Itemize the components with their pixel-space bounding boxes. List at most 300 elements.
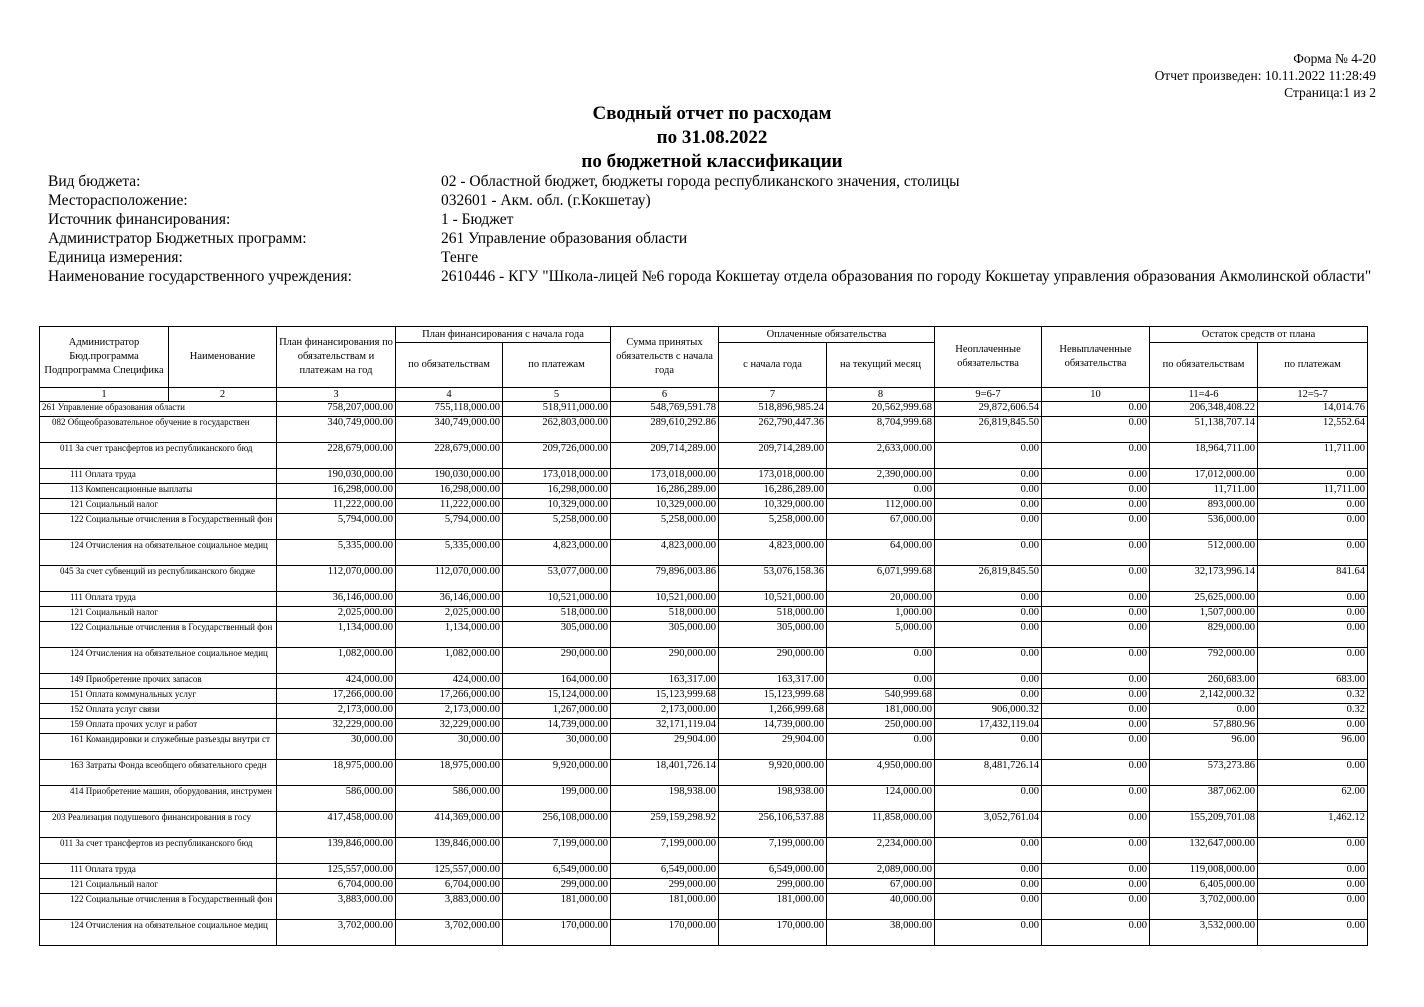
column-index: 1 bbox=[40, 388, 169, 402]
row-value: 0.00 bbox=[1042, 734, 1150, 760]
row-value: 2,173,000.00 bbox=[611, 704, 719, 719]
row-value: 0.00 bbox=[1258, 592, 1368, 607]
info-label: Единица измерения: bbox=[48, 249, 183, 266]
row-value: 32,171,119.04 bbox=[611, 719, 719, 734]
row-name: 163 Затраты Фонда всеобщего обязательного средн bbox=[40, 760, 277, 786]
info-label: Источник финансирования: bbox=[48, 211, 231, 228]
row-value: 0.00 bbox=[935, 514, 1042, 540]
table-row bbox=[40, 879, 1368, 894]
table-row bbox=[40, 689, 1368, 704]
row-value: 32,229,000.00 bbox=[277, 719, 396, 734]
row-value: 30,000.00 bbox=[277, 734, 396, 760]
row-value: 0.00 bbox=[827, 648, 935, 674]
row-value: 26,819,845.50 bbox=[935, 417, 1042, 443]
info-value: 1 - Бюджет bbox=[441, 211, 514, 228]
row-value: 209,714,289.00 bbox=[611, 443, 719, 469]
row-value: 1,462.12 bbox=[1258, 812, 1368, 838]
row-value: 125,557,000.00 bbox=[277, 864, 396, 879]
row-name: 111 Оплата труда bbox=[40, 469, 277, 484]
table-row bbox=[40, 760, 1368, 786]
row-value: 299,000.00 bbox=[611, 879, 719, 894]
row-name: 161 Командировки и служебные разъезды внутри ст bbox=[40, 734, 277, 760]
row-value: 0.00 bbox=[1042, 719, 1150, 734]
row-value: 0.00 bbox=[1258, 607, 1368, 622]
row-value: 0.00 bbox=[1042, 540, 1150, 566]
row-name: 082 Общеобразовательное обучение в государствен bbox=[40, 417, 277, 443]
row-value: 1,267,000.00 bbox=[503, 704, 611, 719]
row-value: 14,014.76 bbox=[1258, 402, 1368, 417]
row-value: 289,610,292.86 bbox=[611, 417, 719, 443]
row-value: 5,258,000.00 bbox=[611, 514, 719, 540]
row-value: 15,124,000.00 bbox=[503, 689, 611, 704]
row-value: 0.00 bbox=[935, 674, 1042, 689]
row-value: 1,082,000.00 bbox=[396, 648, 503, 674]
table-row bbox=[40, 648, 1368, 674]
row-value: 164,000.00 bbox=[503, 674, 611, 689]
table-row bbox=[40, 514, 1368, 540]
header-remain: Остаток средств от плана bbox=[1150, 327, 1368, 343]
row-value: 250,000.00 bbox=[827, 719, 935, 734]
row-value: 0.00 bbox=[1042, 484, 1150, 499]
row-value: 290,000.00 bbox=[719, 648, 827, 674]
row-value: 0.00 bbox=[1042, 879, 1150, 894]
row-value: 0.00 bbox=[1042, 417, 1150, 443]
row-value: 387,062.00 bbox=[1150, 786, 1258, 812]
row-value: 10,329,000.00 bbox=[611, 499, 719, 514]
row-value: 0.00 bbox=[935, 894, 1042, 920]
row-value: 5,258,000.00 bbox=[719, 514, 827, 540]
row-value: 11,711.00 bbox=[1258, 443, 1368, 469]
row-value: 0.00 bbox=[1042, 760, 1150, 786]
row-value: 18,975,000.00 bbox=[396, 760, 503, 786]
form-number: Форма № 4-20 bbox=[1293, 51, 1376, 66]
row-value: 67,000.00 bbox=[827, 514, 935, 540]
row-value: 11,222,000.00 bbox=[396, 499, 503, 514]
row-value: 26,819,845.50 bbox=[935, 566, 1042, 592]
row-value: 340,749,000.00 bbox=[396, 417, 503, 443]
row-value: 1,134,000.00 bbox=[277, 622, 396, 648]
row-value: 4,950,000.00 bbox=[827, 760, 935, 786]
row-value: 0.00 bbox=[1258, 514, 1368, 540]
row-value: 5,000.00 bbox=[827, 622, 935, 648]
row-value: 17,012,000.00 bbox=[1150, 469, 1258, 484]
info-label: Месторасположение: bbox=[48, 192, 188, 209]
row-value: 163,317.00 bbox=[719, 674, 827, 689]
row-value: 51,138,707.14 bbox=[1150, 417, 1258, 443]
row-value: 181,000.00 bbox=[827, 704, 935, 719]
row-value: 0.00 bbox=[935, 607, 1042, 622]
row-value: 198,938.00 bbox=[719, 786, 827, 812]
row-value: 518,911,000.00 bbox=[503, 402, 611, 417]
row-value: 36,146,000.00 bbox=[277, 592, 396, 607]
table-row bbox=[40, 719, 1368, 734]
row-value: 0.00 bbox=[1042, 894, 1150, 920]
row-name: 122 Социальные отчисления в Государственный фон bbox=[40, 622, 277, 648]
row-value: 112,000.00 bbox=[827, 499, 935, 514]
row-name: 151 Оплата коммунальных услуг bbox=[40, 689, 277, 704]
column-index: 7 bbox=[719, 388, 827, 402]
row-value: 8,704,999.68 bbox=[827, 417, 935, 443]
row-value: 3,883,000.00 bbox=[396, 894, 503, 920]
table-row bbox=[40, 622, 1368, 648]
row-value: 518,000.00 bbox=[719, 607, 827, 622]
row-value: 2,173,000.00 bbox=[277, 704, 396, 719]
row-value: 0.00 bbox=[1042, 838, 1150, 864]
row-value: 0.00 bbox=[935, 484, 1042, 499]
row-value: 0.00 bbox=[1042, 648, 1150, 674]
row-value: 10,521,000.00 bbox=[611, 592, 719, 607]
row-value: 0.00 bbox=[1042, 402, 1150, 417]
row-value: 6,549,000.00 bbox=[611, 864, 719, 879]
column-index: 9=6-7 bbox=[935, 388, 1042, 402]
info-label: Вид бюджета: bbox=[48, 173, 141, 190]
row-value: 6,549,000.00 bbox=[503, 864, 611, 879]
title-line-2: по 31.08.2022 bbox=[656, 127, 768, 148]
row-value: 0.00 bbox=[935, 734, 1042, 760]
column-index: 8 bbox=[827, 388, 935, 402]
table-row bbox=[40, 402, 1368, 417]
row-value: 548,769,591.78 bbox=[611, 402, 719, 417]
row-value: 424,000.00 bbox=[277, 674, 396, 689]
row-name: 111 Оплата труда bbox=[40, 592, 277, 607]
info-row-administrator bbox=[48, 229, 1378, 248]
row-value: 0.00 bbox=[935, 622, 1042, 648]
row-value: 17,266,000.00 bbox=[396, 689, 503, 704]
table-body bbox=[40, 402, 1368, 946]
row-value: 181,000.00 bbox=[611, 894, 719, 920]
row-value: 573,273.86 bbox=[1150, 760, 1258, 786]
row-value: 512,000.00 bbox=[1150, 540, 1258, 566]
info-row-unit bbox=[48, 248, 1378, 267]
row-value: 0.00 bbox=[1042, 786, 1150, 812]
table-row bbox=[40, 592, 1368, 607]
row-value: 518,000.00 bbox=[611, 607, 719, 622]
row-name: 159 Оплата прочих услуг и работ bbox=[40, 719, 277, 734]
row-value: 163,317.00 bbox=[611, 674, 719, 689]
info-value: 2610446 - КГУ "Школа-лицей №6 города Кокшетау отдела образования по городу Кокшетау управления образования Акмолинской области" bbox=[441, 268, 1372, 285]
column-index: 5 bbox=[503, 388, 611, 402]
row-value: 173,018,000.00 bbox=[611, 469, 719, 484]
row-value: 0.00 bbox=[935, 689, 1042, 704]
row-value: 7,199,000.00 bbox=[611, 838, 719, 864]
row-value: 10,329,000.00 bbox=[719, 499, 827, 514]
row-value: 15,123,999.68 bbox=[719, 689, 827, 704]
row-value: 6,704,000.00 bbox=[277, 879, 396, 894]
row-value: 2,390,000.00 bbox=[827, 469, 935, 484]
row-value: 2,142,000.32 bbox=[1150, 689, 1258, 704]
info-value: 02 - Областной бюджет, бюджеты города республиканского значения, столицы bbox=[441, 173, 960, 190]
row-value: 0.00 bbox=[1042, 674, 1150, 689]
row-value: 36,146,000.00 bbox=[396, 592, 503, 607]
row-value: 586,000.00 bbox=[396, 786, 503, 812]
row-value: 683.00 bbox=[1258, 674, 1368, 689]
row-value: 259,159,298.92 bbox=[611, 812, 719, 838]
page-indicator: Страница:1 из 2 bbox=[1284, 85, 1376, 100]
table-row bbox=[40, 786, 1368, 812]
row-value: 181,000.00 bbox=[719, 894, 827, 920]
row-value: 755,118,000.00 bbox=[396, 402, 503, 417]
row-name: 011 За счет трансфертов из республиканского бюд bbox=[40, 443, 277, 469]
row-value: 119,008,000.00 bbox=[1150, 864, 1258, 879]
table-row bbox=[40, 864, 1368, 879]
row-value: 170,000.00 bbox=[719, 920, 827, 946]
row-value: 124,000.00 bbox=[827, 786, 935, 812]
row-value: 0.00 bbox=[935, 540, 1042, 566]
row-value: 10,329,000.00 bbox=[503, 499, 611, 514]
row-value: 29,904.00 bbox=[719, 734, 827, 760]
row-value: 299,000.00 bbox=[503, 879, 611, 894]
row-value: 0.00 bbox=[1042, 920, 1150, 946]
row-value: 256,108,000.00 bbox=[503, 812, 611, 838]
row-value: 7,199,000.00 bbox=[503, 838, 611, 864]
row-value: 170,000.00 bbox=[611, 920, 719, 946]
report-title bbox=[0, 102, 1424, 174]
row-value: 0.00 bbox=[935, 864, 1042, 879]
row-name: 121 Социальный налог bbox=[40, 499, 277, 514]
row-value: 586,000.00 bbox=[277, 786, 396, 812]
row-value: 256,106,537.88 bbox=[719, 812, 827, 838]
row-value: 67,000.00 bbox=[827, 879, 935, 894]
row-value: 340,749,000.00 bbox=[277, 417, 396, 443]
row-value: 6,549,000.00 bbox=[719, 864, 827, 879]
row-value: 1,507,000.00 bbox=[1150, 607, 1258, 622]
info-row-location bbox=[48, 191, 1378, 210]
row-name: 121 Социальный налог bbox=[40, 879, 277, 894]
row-value: 190,030,000.00 bbox=[396, 469, 503, 484]
row-value: 417,458,000.00 bbox=[277, 812, 396, 838]
row-value: 9,920,000.00 bbox=[719, 760, 827, 786]
row-value: 139,846,000.00 bbox=[277, 838, 396, 864]
row-value: 0.00 bbox=[1258, 760, 1368, 786]
row-value: 16,286,289.00 bbox=[719, 484, 827, 499]
row-value: 518,000.00 bbox=[503, 607, 611, 622]
row-value: 155,209,701.08 bbox=[1150, 812, 1258, 838]
row-value: 206,348,408.22 bbox=[1150, 402, 1258, 417]
row-value: 125,557,000.00 bbox=[396, 864, 503, 879]
row-value: 96.00 bbox=[1258, 734, 1368, 760]
row-value: 0.00 bbox=[827, 734, 935, 760]
row-value: 7,199,000.00 bbox=[719, 838, 827, 864]
row-value: 0.00 bbox=[827, 484, 935, 499]
row-value: 290,000.00 bbox=[611, 648, 719, 674]
row-value: 0.00 bbox=[1042, 469, 1150, 484]
row-value: 305,000.00 bbox=[503, 622, 611, 648]
header-unpaid-out: Невыплаченные обязательства bbox=[1042, 327, 1150, 388]
row-value: 79,896,003.86 bbox=[611, 566, 719, 592]
row-name: 203 Реализация подушевого финансирования в госу bbox=[40, 812, 277, 838]
row-value: 53,076,158.36 bbox=[719, 566, 827, 592]
row-value: 3,702,000.00 bbox=[277, 920, 396, 946]
row-value: 518,896,985.24 bbox=[719, 402, 827, 417]
row-value: 112,070,000.00 bbox=[396, 566, 503, 592]
row-value: 228,679,000.00 bbox=[396, 443, 503, 469]
info-row-funding-source bbox=[48, 210, 1378, 229]
row-value: 0.00 bbox=[1042, 622, 1150, 648]
row-value: 181,000.00 bbox=[503, 894, 611, 920]
row-name: 149 Приобретение прочих запасов bbox=[40, 674, 277, 689]
table-row bbox=[40, 920, 1368, 946]
row-value: 893,000.00 bbox=[1150, 499, 1258, 514]
row-value: 17,266,000.00 bbox=[277, 689, 396, 704]
row-value: 1,082,000.00 bbox=[277, 648, 396, 674]
row-value: 3,052,761.04 bbox=[935, 812, 1042, 838]
table-row bbox=[40, 566, 1368, 592]
row-value: 4,823,000.00 bbox=[611, 540, 719, 566]
row-value: 2,173,000.00 bbox=[396, 704, 503, 719]
header-admin: Администратор Бюд.программа Подпрограмма Специфика bbox=[40, 327, 169, 388]
row-name: 122 Социальные отчисления в Государственный фон bbox=[40, 894, 277, 920]
row-value: 1,134,000.00 bbox=[396, 622, 503, 648]
row-value: 0.00 bbox=[1258, 622, 1368, 648]
row-value: 0.00 bbox=[1042, 689, 1150, 704]
row-value: 299,000.00 bbox=[719, 879, 827, 894]
table-row bbox=[40, 894, 1368, 920]
row-value: 2,234,000.00 bbox=[827, 838, 935, 864]
row-value: 2,025,000.00 bbox=[396, 607, 503, 622]
row-value: 12,552.64 bbox=[1258, 417, 1368, 443]
title-line-3: по бюджетной классификации bbox=[581, 151, 843, 172]
row-value: 4,823,000.00 bbox=[503, 540, 611, 566]
row-value: 14,739,000.00 bbox=[503, 719, 611, 734]
row-value: 5,794,000.00 bbox=[277, 514, 396, 540]
header-plan-pay: по платежам bbox=[503, 343, 611, 388]
row-name: 124 Отчисления на обязательное социальное медиц bbox=[40, 920, 277, 946]
row-value: 0.00 bbox=[1258, 648, 1368, 674]
row-value: 16,298,000.00 bbox=[396, 484, 503, 499]
row-value: 0.00 bbox=[1258, 499, 1368, 514]
table-row bbox=[40, 417, 1368, 443]
row-value: 0.00 bbox=[1258, 864, 1368, 879]
table-row bbox=[40, 540, 1368, 566]
column-index: 11=4-6 bbox=[1150, 388, 1258, 402]
header-accepted: Сумма принятых обязательств с начала года bbox=[611, 327, 719, 388]
row-value: 0.00 bbox=[1042, 592, 1150, 607]
row-value: 0.00 bbox=[827, 674, 935, 689]
table-row bbox=[40, 734, 1368, 760]
row-value: 14,739,000.00 bbox=[719, 719, 827, 734]
table-row bbox=[40, 704, 1368, 719]
row-value: 3,883,000.00 bbox=[277, 894, 396, 920]
row-value: 9,920,000.00 bbox=[503, 760, 611, 786]
row-value: 11,711.00 bbox=[1150, 484, 1258, 499]
row-value: 20,562,999.68 bbox=[827, 402, 935, 417]
row-value: 6,071,999.68 bbox=[827, 566, 935, 592]
table-row bbox=[40, 838, 1368, 864]
row-value: 0.00 bbox=[935, 499, 1042, 514]
row-value: 262,790,447.36 bbox=[719, 417, 827, 443]
row-name: 124 Отчисления на обязательное социальное медиц bbox=[40, 540, 277, 566]
row-value: 5,794,000.00 bbox=[396, 514, 503, 540]
row-value: 0.00 bbox=[1042, 566, 1150, 592]
table-row bbox=[40, 469, 1368, 484]
column-index-row bbox=[40, 388, 1368, 402]
row-value: 170,000.00 bbox=[503, 920, 611, 946]
row-value: 0.00 bbox=[935, 648, 1042, 674]
column-index: 6 bbox=[611, 388, 719, 402]
column-index: 10 bbox=[1042, 388, 1150, 402]
row-value: 0.00 bbox=[1042, 704, 1150, 719]
title-line-1: Сводный отчет по расходам bbox=[592, 103, 832, 124]
row-value: 758,207,000.00 bbox=[277, 402, 396, 417]
expenses-table bbox=[39, 326, 1368, 946]
header-plan-obl: по обязательствам bbox=[396, 343, 503, 388]
row-name: 152 Оплата услуг связи bbox=[40, 704, 277, 719]
row-value: 2,089,000.00 bbox=[827, 864, 935, 879]
row-value: 841.64 bbox=[1258, 566, 1368, 592]
row-name: 124 Отчисления на обязательное социальное медиц bbox=[40, 648, 277, 674]
table-row bbox=[40, 674, 1368, 689]
row-value: 0.00 bbox=[1258, 894, 1368, 920]
row-value: 29,904.00 bbox=[611, 734, 719, 760]
row-value: 6,704,000.00 bbox=[396, 879, 503, 894]
header-paid-since: с начала года bbox=[719, 343, 827, 388]
column-index: 2 bbox=[169, 388, 277, 402]
header-name: Наименование bbox=[169, 327, 277, 388]
row-value: 17,432,119.04 bbox=[935, 719, 1042, 734]
row-value: 11,711.00 bbox=[1258, 484, 1368, 499]
info-value: 032601 - Акм. обл. (г.Кокшетау) bbox=[441, 192, 651, 209]
row-value: 198,938.00 bbox=[611, 786, 719, 812]
row-value: 40,000.00 bbox=[827, 894, 935, 920]
row-value: 1,266,999.68 bbox=[719, 704, 827, 719]
row-value: 0.00 bbox=[1042, 499, 1150, 514]
row-value: 199,000.00 bbox=[503, 786, 611, 812]
info-label: Администратор Бюджетных программ: bbox=[48, 230, 307, 247]
row-value: 5,335,000.00 bbox=[277, 540, 396, 566]
table-row bbox=[40, 607, 1368, 622]
row-value: 0.00 bbox=[1258, 719, 1368, 734]
row-value: 30,000.00 bbox=[503, 734, 611, 760]
header-remain-obl: по обязательствам bbox=[1150, 343, 1258, 388]
row-value: 262,803,000.00 bbox=[503, 417, 611, 443]
row-value: 0.00 bbox=[1258, 879, 1368, 894]
header-paid-month: на текущий месяц bbox=[827, 343, 935, 388]
table-row bbox=[40, 484, 1368, 499]
info-value: 261 Управление образования области bbox=[441, 230, 688, 247]
row-value: 38,000.00 bbox=[827, 920, 935, 946]
row-value: 173,018,000.00 bbox=[719, 469, 827, 484]
row-value: 3,532,000.00 bbox=[1150, 920, 1258, 946]
row-value: 18,964,711.00 bbox=[1150, 443, 1258, 469]
row-value: 792,000.00 bbox=[1150, 648, 1258, 674]
row-name: 121 Социальный налог bbox=[40, 607, 277, 622]
header-remain-pay: по платежам bbox=[1258, 343, 1368, 388]
row-name: 122 Социальные отчисления в Государственный фон bbox=[40, 514, 277, 540]
table-row bbox=[40, 499, 1368, 514]
row-value: 96.00 bbox=[1150, 734, 1258, 760]
row-value: 6,405,000.00 bbox=[1150, 879, 1258, 894]
row-value: 414,369,000.00 bbox=[396, 812, 503, 838]
row-value: 16,286,289.00 bbox=[611, 484, 719, 499]
row-value: 3,702,000.00 bbox=[1150, 894, 1258, 920]
row-value: 0.00 bbox=[1258, 540, 1368, 566]
info-value: Тенге bbox=[441, 249, 479, 266]
row-value: 57,880.96 bbox=[1150, 719, 1258, 734]
row-value: 4,823,000.00 bbox=[719, 540, 827, 566]
row-value: 540,999.68 bbox=[827, 689, 935, 704]
row-value: 5,335,000.00 bbox=[396, 540, 503, 566]
row-value: 0.00 bbox=[1042, 514, 1150, 540]
row-value: 0.00 bbox=[1042, 443, 1150, 469]
row-value: 8,481,726.14 bbox=[935, 760, 1042, 786]
row-name: 414 Приобретение машин, оборудования, инструмен bbox=[40, 786, 277, 812]
row-value: 20,000.00 bbox=[827, 592, 935, 607]
row-value: 0.00 bbox=[1042, 864, 1150, 879]
row-value: 0.00 bbox=[935, 786, 1042, 812]
row-name: 111 Оплата труда bbox=[40, 864, 277, 879]
row-value: 16,298,000.00 bbox=[503, 484, 611, 499]
row-value: 16,298,000.00 bbox=[277, 484, 396, 499]
